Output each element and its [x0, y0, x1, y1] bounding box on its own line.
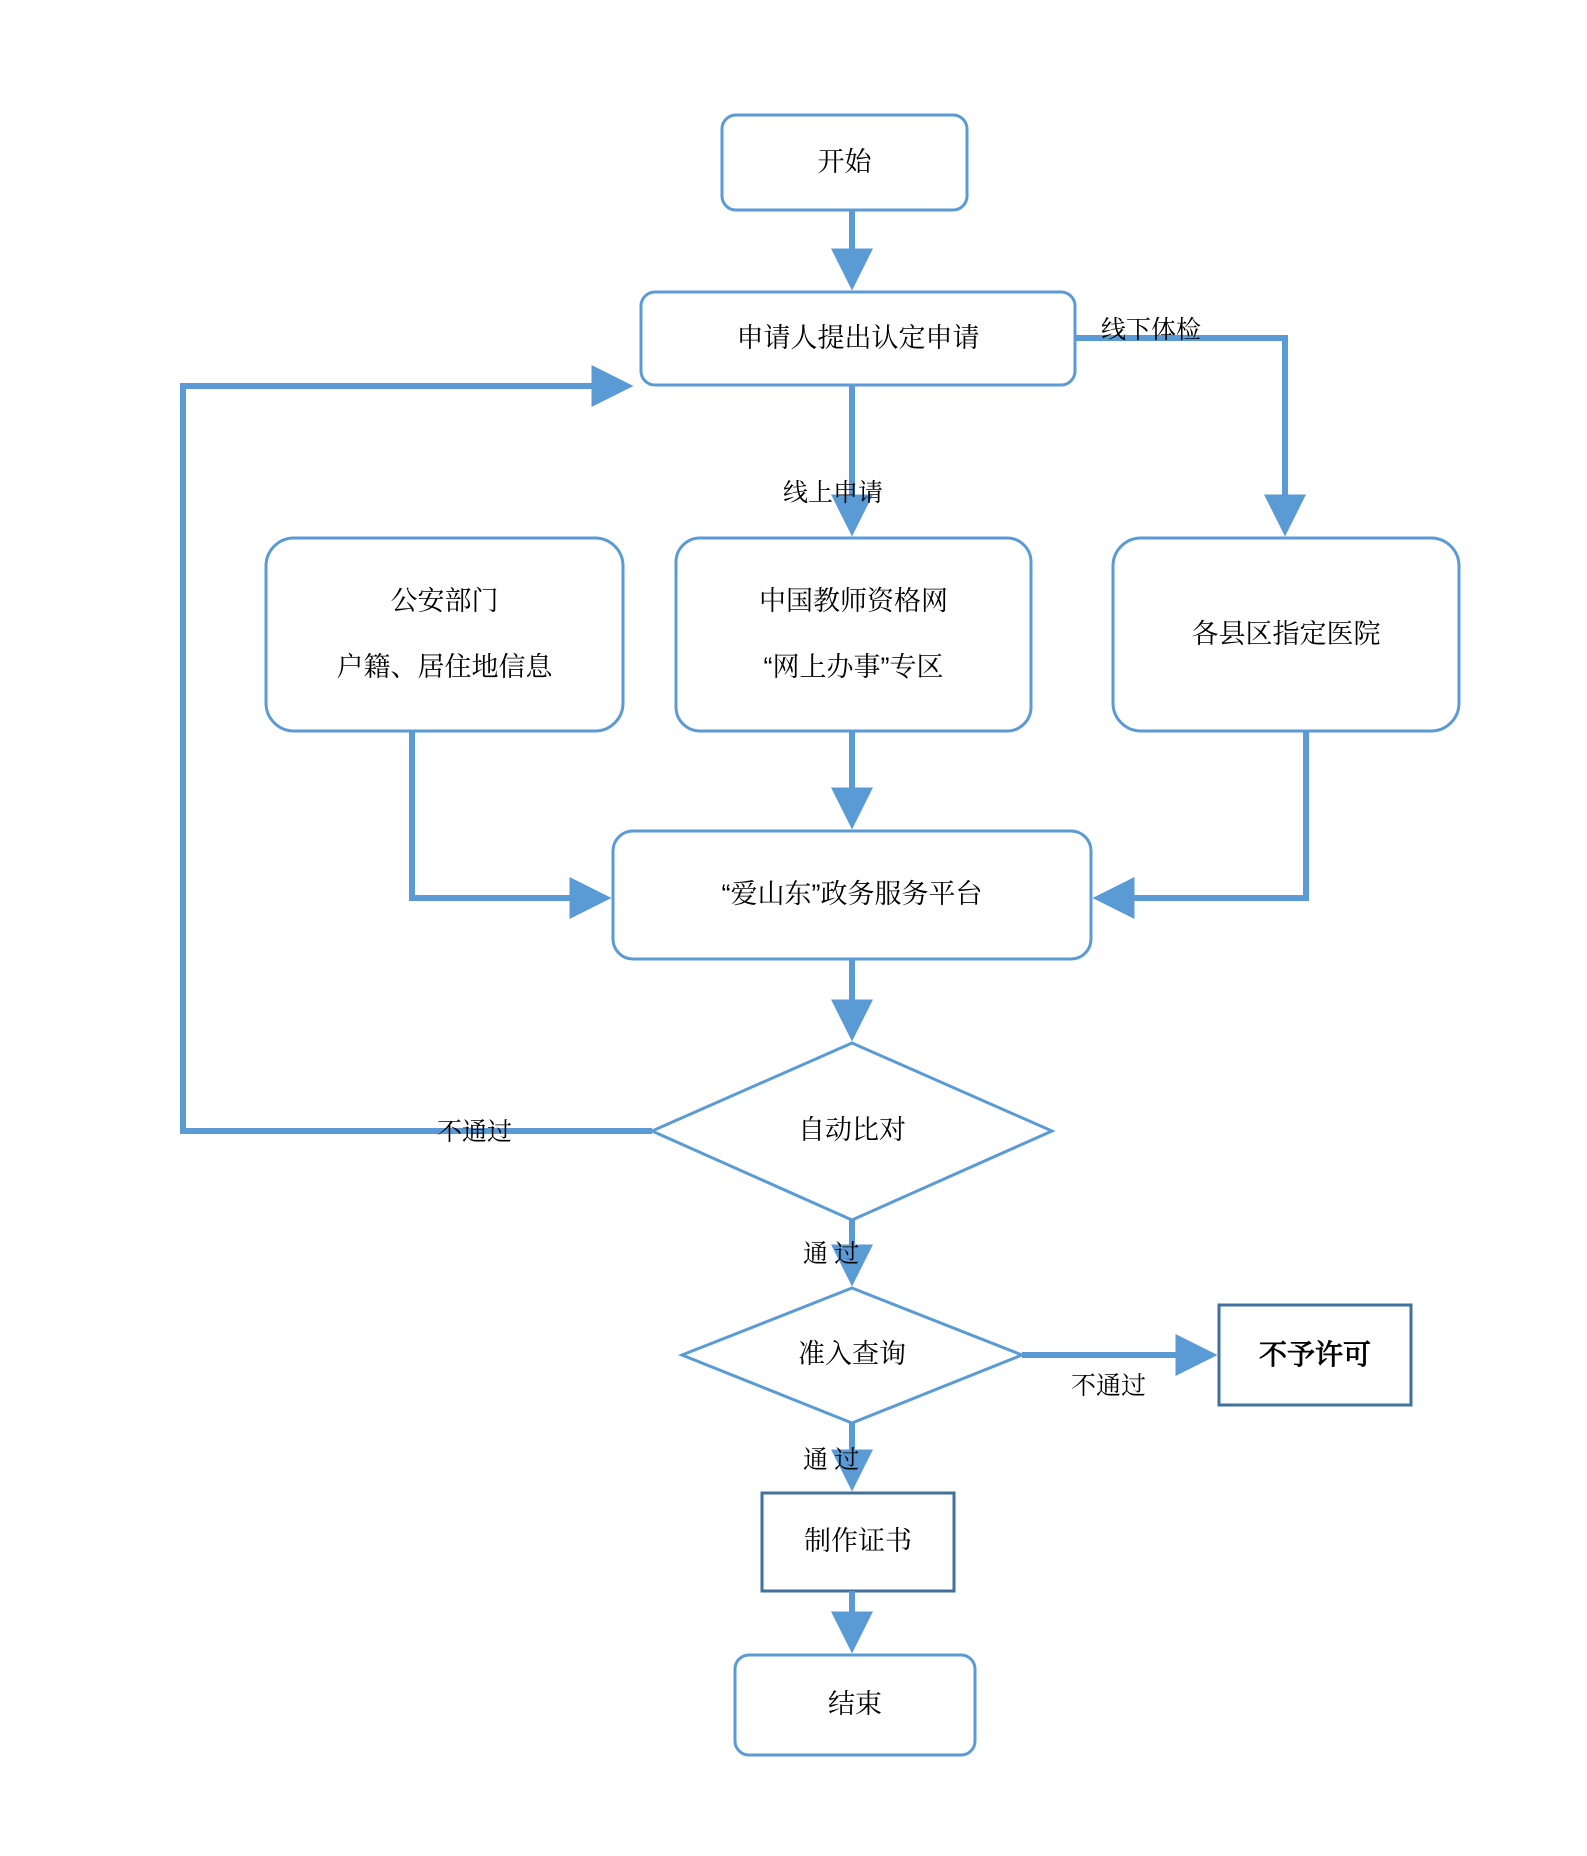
edge-label-online-apply: 线上申请: [783, 480, 884, 507]
edge-label-fail-query: 不通过: [1071, 1373, 1147, 1400]
node-start-line-1: 开始: [817, 146, 872, 177]
node-police: [266, 538, 623, 731]
edge-police-to-platform: [412, 731, 601, 898]
edge-label-pass-query: 通 过: [803, 1447, 860, 1474]
edge-label-pass-compare: 通 过: [803, 1241, 860, 1268]
node-hospital: [1113, 538, 1459, 731]
node-police-line-1: 公安部门: [390, 586, 499, 617]
edge-apply-to-hospital: [1075, 338, 1285, 526]
node-apply-line-1: 申请人提出认定申请: [736, 322, 980, 353]
edge-hospital-to-platform: [1103, 731, 1306, 898]
edge-label-offline-exam: 线下体检: [1101, 317, 1202, 344]
node-police-line-2: 户籍、居住地信息: [336, 651, 553, 682]
node-no-permit-line-1: 不予许可: [1258, 1338, 1371, 1370]
node-platform: [613, 831, 1091, 959]
node-teacher-net-line-1: 中国教师资格网: [759, 586, 948, 617]
node-apply: [641, 292, 1075, 385]
node-hospital-line-1: 各县区指定医院: [1191, 618, 1381, 649]
node-make-cert-line-1: 制作证书: [804, 1526, 912, 1557]
node-access-query: [682, 1288, 1022, 1423]
node-teacher-net: [676, 538, 1031, 731]
edge-auto-compare-fail-to-apply: [183, 386, 652, 1131]
node-make-cert: [762, 1493, 954, 1591]
node-teacher-net-line-2: “网上办事”专区: [763, 651, 944, 682]
node-auto-compare-line-1: 自动比对: [798, 1115, 906, 1146]
node-start: [722, 115, 967, 210]
node-platform-line-1: “爱山东”政务服务平台: [721, 879, 983, 910]
node-access-query-line-1: 准入查询: [798, 1339, 906, 1370]
node-no-permit: [1219, 1305, 1411, 1405]
node-end-line-1: 结束: [828, 1689, 882, 1720]
node-auto-compare: [652, 1043, 1052, 1220]
node-end: [735, 1655, 975, 1755]
edge-label-fail-compare: 不通过: [437, 1119, 513, 1146]
